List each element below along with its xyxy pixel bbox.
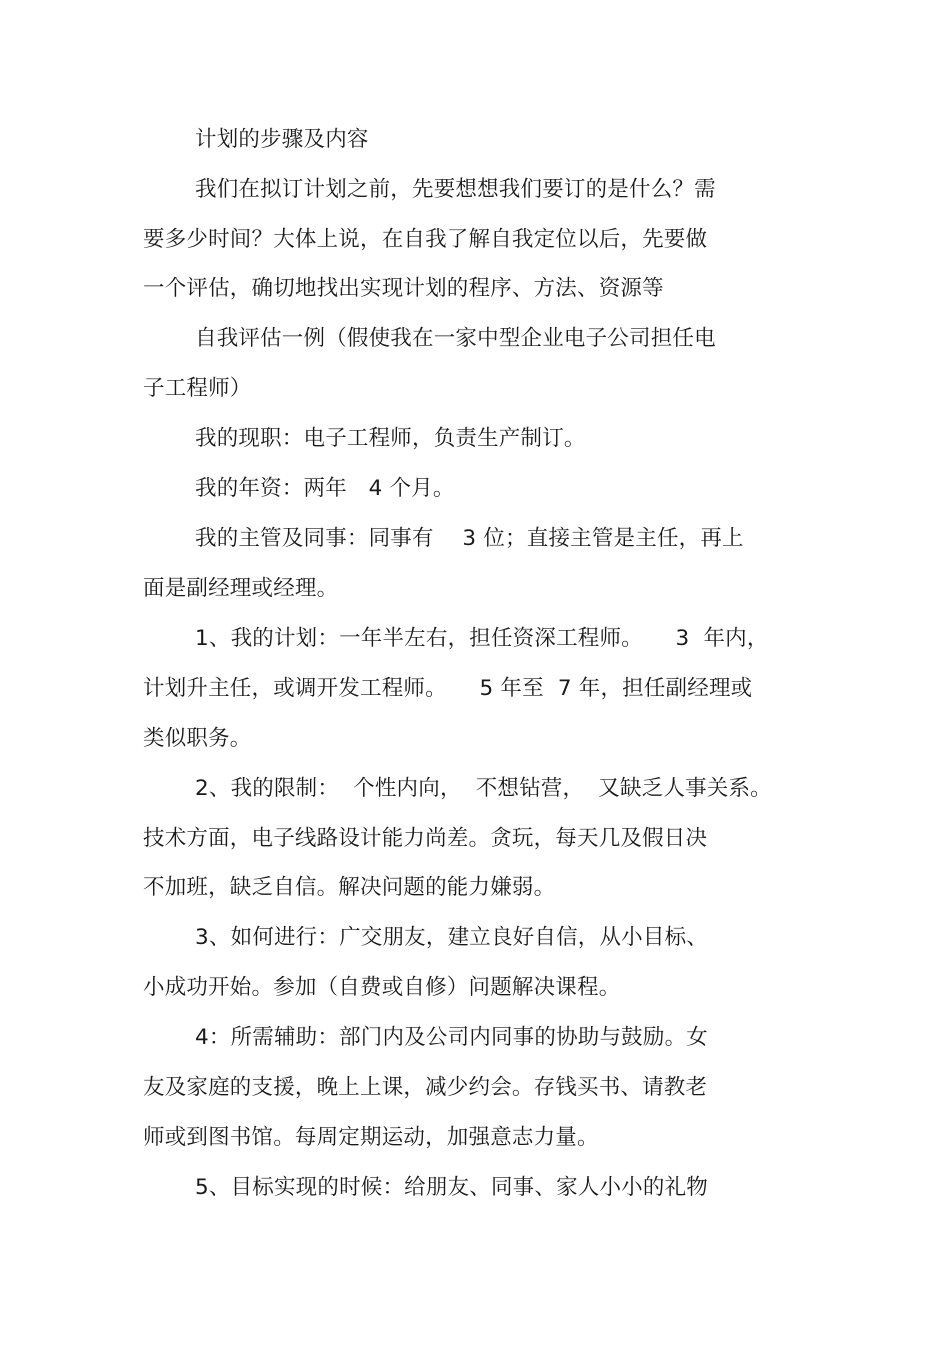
paragraph-line: 自我评估一例（假使我在一家中型企业电子公司担任电 bbox=[195, 326, 716, 351]
paragraph-line: 2、我的限制： 个性内向， 不想钻营， 又缺乏人事关系。 bbox=[195, 776, 772, 801]
document-title: 计划的步骤及内容 bbox=[195, 127, 369, 152]
paragraph-line: 要多少时间？大体上说，在自我了解自我定位以后，先要做 bbox=[143, 227, 708, 252]
paragraph-line: 子工程师） bbox=[143, 376, 252, 401]
paragraph-line: 不加班，缺乏自信。解决问题的能力嫌弱。 bbox=[143, 875, 556, 900]
paragraph-line: 一个评估，确切地找出实现计划的程序、方法、资源等 bbox=[143, 276, 664, 301]
paragraph-line: 5、目标实现的时候：给朋友、同事、家人小小的礼物 bbox=[195, 1175, 708, 1200]
paragraph-line: 类似职务。 bbox=[143, 726, 252, 751]
paragraph-line: 小成功开始。参加（自费或自修）问题解决课程。 bbox=[143, 975, 621, 1000]
paragraph-line: 计划升主任，或调开发工程师。 5 年至 7 年，担任副经理或 bbox=[143, 676, 753, 701]
paragraph-line: 我的现职：电子工程师，负责生产制订。 bbox=[195, 426, 586, 451]
paragraph-line: 技术方面，电子线路设计能力尚差。贪玩，每天几及假日决 bbox=[143, 826, 708, 851]
paragraph-line: 4：所需辅助：部门内及公司内同事的协助与鼓励。女 bbox=[195, 1025, 708, 1050]
paragraph-line: 我的主管及同事：同事有 3 位；直接主管是主任，再上 bbox=[195, 526, 744, 551]
paragraph-line: 友及家庭的支援，晚上上课，减少约会。存钱买书、请教老 bbox=[143, 1075, 708, 1100]
paragraph-line: 3、如何进行：广交朋友，建立良好自信，从小目标、 bbox=[195, 925, 708, 950]
paragraph-line: 我的年资：两年 4 个月。 bbox=[195, 476, 455, 501]
paragraph-line: 面是副经理或经理。 bbox=[143, 576, 339, 601]
paragraph-line: 师或到图书馆。每周定期运动，加强意志力量。 bbox=[143, 1125, 599, 1150]
paragraph-line: 1、我的计划：一年半左右，担任资深工程师。 3 年内， bbox=[195, 626, 769, 651]
paragraph-line: 我们在拟订计划之前，先要想想我们要订的是什么？需 bbox=[195, 177, 716, 202]
